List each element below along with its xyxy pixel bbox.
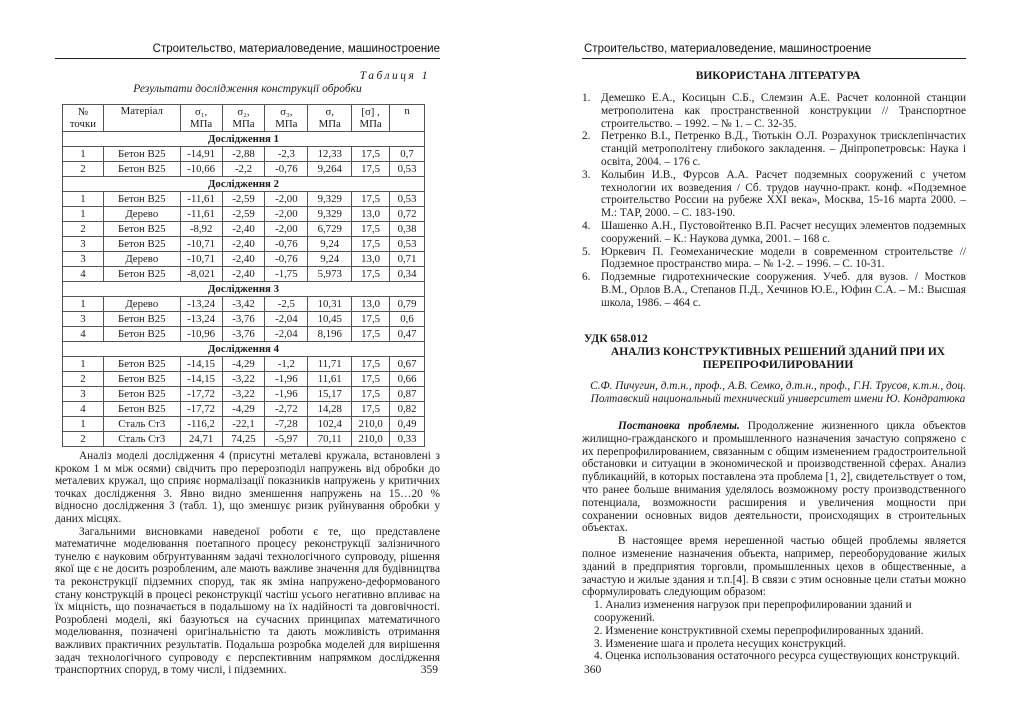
table-cell: 13,0 — [352, 252, 390, 267]
table-cell: -2,40 — [222, 237, 265, 252]
table-cell: 0,79 — [390, 297, 425, 312]
table-row — [63, 147, 425, 162]
table-cell: 0,47 — [390, 327, 425, 342]
table-cell: -0,76 — [265, 162, 308, 177]
table-cell: -10,66 — [180, 162, 222, 177]
table-cell: -1,96 — [265, 387, 308, 402]
table-cell: -17,72 — [180, 402, 222, 417]
table-cell: 1 — [63, 357, 104, 372]
table-cell: -10,71 — [180, 237, 222, 252]
table-cell: -2,72 — [265, 402, 308, 417]
table-cell: -5,97 — [265, 432, 308, 447]
table-cell: Бетон В25 — [103, 327, 180, 342]
table-cell: -2,00 — [265, 207, 308, 222]
table-cell: 5,973 — [308, 267, 352, 282]
table-cell: 17,5 — [352, 192, 390, 207]
table-cell: Дерево — [103, 252, 180, 267]
table-cell: 3 — [63, 252, 104, 267]
results-table — [62, 104, 425, 447]
col-header-sigma3: σ₃, МПа — [265, 105, 308, 132]
table-cell: -2,04 — [265, 312, 308, 327]
reference-item: 5. Юркевич П. Геомеханические модели в современном строительстве // Подземное пространство мира. – № 1-2. – 1996. – С. 10-31. — [582, 245, 966, 271]
table-cell: 3 — [63, 312, 104, 327]
page-number: 360 — [584, 664, 602, 676]
table-body — [63, 132, 425, 447]
table-cell: -3,76 — [222, 312, 265, 327]
table-row — [63, 267, 425, 282]
table-cell: Бетон В25 — [103, 222, 180, 237]
table-cell: 2 — [63, 222, 104, 237]
table-cell: 2 — [63, 432, 104, 447]
table-cell: 12,33 — [308, 147, 352, 162]
table-cell: -2,00 — [265, 192, 308, 207]
table-cell: -2,88 — [222, 147, 265, 162]
table-row — [63, 207, 425, 222]
table-cell: Дерево — [103, 207, 180, 222]
page-number: 359 — [420, 664, 438, 676]
table-cell: 1 — [63, 207, 104, 222]
table-cell: 24,71 — [180, 432, 222, 447]
table-cell: -2,40 — [222, 252, 265, 267]
udc-code: УДК 658.012 — [584, 333, 648, 345]
table-cell: -11,61 — [180, 192, 222, 207]
goal-item: 1. Анализ изменения нагрузок при перепрофилировании зданий и сооружений. — [594, 599, 912, 624]
table-cell: 0,6 — [390, 312, 425, 327]
goals-list — [582, 599, 966, 663]
references-list — [582, 92, 966, 310]
table-cell: 17,5 — [352, 147, 390, 162]
table-cell: -3,76 — [222, 327, 265, 342]
table-cell: 74,25 — [222, 432, 265, 447]
col-header-material: Матеріал — [103, 105, 180, 132]
table-cell: 3 — [63, 387, 104, 402]
section-title: Дослідження 4 — [63, 342, 425, 357]
table-cell: 70,11 — [308, 432, 352, 447]
table-cell: -1,75 — [265, 267, 308, 282]
table-cell: 0,33 — [390, 432, 425, 447]
table-cell: 17,5 — [352, 222, 390, 237]
table-cell: -2,00 — [265, 222, 308, 237]
table-row — [63, 327, 425, 342]
col-header-n: n — [390, 105, 425, 132]
table-cell: 4 — [63, 267, 104, 282]
table-cell: -22,1 — [222, 417, 265, 432]
table-row — [63, 192, 425, 207]
section-row — [63, 342, 425, 357]
table-cell: 9,24 — [308, 237, 352, 252]
col-header-allowable: [σ] , МПа — [352, 105, 390, 132]
table-cell: Бетон В25 — [103, 312, 180, 327]
table-cell: 0,87 — [390, 387, 425, 402]
table-cell: -2,59 — [222, 192, 265, 207]
table-cell: 4 — [63, 402, 104, 417]
table-cell: Сталь Ст3 — [103, 432, 180, 447]
table-cell: 17,5 — [352, 327, 390, 342]
right-page — [582, 0, 974, 724]
table-cell: -13,24 — [180, 297, 222, 312]
paragraph: Аналіз моделі дослідження 4 (присутні металеві кружала, встановлені з кроком 1 м між осями) свідчить про перерозподіл напружень від обробки до металевих кружал, що сприяє нормалізації показників напружень у критичних точках дослідження 3. Явно видно зменшення напружень на 15…20 % відносно дослідження 3 (табл. 1), що зменшує ризик руйнування обробки у даних місцях. — [55, 450, 440, 525]
table-cell: 9,264 — [308, 162, 352, 177]
table-cell: -3,22 — [222, 372, 265, 387]
table-cell: 15,17 — [308, 387, 352, 402]
section-row — [63, 132, 425, 147]
header-rule — [55, 58, 440, 59]
table-cell: 4 — [63, 327, 104, 342]
section-title: Дослідження 3 — [63, 282, 425, 297]
table-cell: -14,91 — [180, 147, 222, 162]
table-cell: 0,53 — [390, 162, 425, 177]
col-header-sigma1: σ₁, МПа — [180, 105, 222, 132]
table-cell: 0,67 — [390, 357, 425, 372]
table-cell: -10,96 — [180, 327, 222, 342]
table-cell: -2,5 — [265, 297, 308, 312]
authors-block — [582, 380, 974, 406]
goal-item: 2. Изменение конструктивной схемы перепрофилированных зданий. — [594, 624, 924, 637]
table-cell: 10,31 — [308, 297, 352, 312]
table-cell: 0,38 — [390, 222, 425, 237]
table-cell: 1 — [63, 192, 104, 207]
table-cell: 13,0 — [352, 207, 390, 222]
left-page — [55, 0, 440, 724]
table-cell: 9,329 — [308, 192, 352, 207]
section-title: Дослідження 2 — [63, 177, 425, 192]
section-row — [63, 177, 425, 192]
article-title: АНАЛИЗ КОНСТРУКТИВНЫХ РЕШЕНИЙ ЗДАНИЙ ПРИ ИХ ПЕРЕПРОФИЛИРОВАНИИ — [610, 346, 946, 371]
reference-item: 4. Шашенко А.Н., Пустовойтенко В.П. Расчет несущих элементов подземных сооружений. – К.: Наукова думка, 2001. – 168 с. — [582, 219, 966, 245]
col-header-point: № точки — [63, 105, 104, 132]
reference-item: 2. Петренко В.І., Петренко В.Д., Тютькін О.Л. Розрахунок трисклепінчастих станцій метрополітену глибокого закладення. – Дніпропетровськ: Наука і освіта, 2004. – 176 с. — [582, 130, 966, 168]
table-row — [63, 312, 425, 327]
table-cell: 2 — [63, 162, 104, 177]
table-row — [63, 222, 425, 237]
table-cell: Бетон В25 — [103, 402, 180, 417]
table-cell: 17,5 — [352, 162, 390, 177]
table-cell: 0,49 — [390, 417, 425, 432]
table-cell: 17,5 — [352, 372, 390, 387]
col-header-sigma2: σ₂, МПа — [222, 105, 265, 132]
table-cell: 2 — [63, 372, 104, 387]
table-cell: 9,329 — [308, 207, 352, 222]
running-head: Строительство, материаловедение, машиностроение — [152, 43, 440, 55]
paragraph: В настоящее время нерешенной частью общей проблемы является полное изменение назначения объекта, например, переоборудование жилых зданий в предприятия торговли, промышленных цехов в общественные, а зачастую и жилые здания и т.п.[4]. В связи с этим основные цели статьи можно сформулировать следующим образом: — [582, 535, 966, 599]
table-cell: 210,0 — [352, 432, 390, 447]
table-row — [63, 387, 425, 402]
table-cell: -1,2 — [265, 357, 308, 372]
table-cell: 0,53 — [390, 237, 425, 252]
table-cell: 0,66 — [390, 372, 425, 387]
table-row — [63, 432, 425, 447]
section-title: Дослідження 1 — [63, 132, 425, 147]
table-cell: -2,59 — [222, 207, 265, 222]
goal-item: 3. Изменение шага и пролета несущих конструкций. — [594, 637, 847, 650]
table-cell: 11,61 — [308, 372, 352, 387]
authors: С.Ф. Пичугин, д.т.н., проф., А.В. Семко, д.т.н., проф., Г.Н. Трусов, к.т.н., доц. — [590, 380, 966, 392]
table-row — [63, 237, 425, 252]
table-cell: -2,3 — [265, 147, 308, 162]
table-cell: Бетон В25 — [103, 147, 180, 162]
table-cell: 0,82 — [390, 402, 425, 417]
table-cell: 0,7 — [390, 147, 425, 162]
table-cell: 0,34 — [390, 267, 425, 282]
table-cell: 102,4 — [308, 417, 352, 432]
table-cell: 10,45 — [308, 312, 352, 327]
affiliation: Полтавский национальный технический университет имени Ю. Кондратюка — [590, 393, 966, 405]
table-cell: -4,29 — [222, 357, 265, 372]
table-cell: -10,71 — [180, 252, 222, 267]
table-cell: 1 — [63, 297, 104, 312]
table-cell: 3 — [63, 237, 104, 252]
running-head: Строительство, материаловедение, машиностроение — [584, 43, 872, 55]
table-cell: -2,40 — [222, 267, 265, 282]
table-cell: 17,5 — [352, 402, 390, 417]
goal-item: 4. Оценка использования остаточного ресурса существующих конструкций. — [594, 650, 960, 663]
table-cell: -14,15 — [180, 372, 222, 387]
table-row — [63, 357, 425, 372]
table-cell: Бетон В25 — [103, 162, 180, 177]
table-cell: -1,96 — [265, 372, 308, 387]
table-cell: -3,22 — [222, 387, 265, 402]
table-cell: -17,72 — [180, 387, 222, 402]
table-cell: 0,72 — [390, 207, 425, 222]
table-cell: 14,28 — [308, 402, 352, 417]
table-cell: 13,0 — [352, 297, 390, 312]
table-caption: Результати дослідження конструкції обробки — [133, 83, 362, 95]
table-cell: -14,15 — [180, 357, 222, 372]
table-cell: -11,61 — [180, 207, 222, 222]
table-cell: -8,021 — [180, 267, 222, 282]
table-cell: Бетон В25 — [103, 237, 180, 252]
table-cell: -3,42 — [222, 297, 265, 312]
table-cell: 17,5 — [352, 357, 390, 372]
table-label: Таблиця 1 — [359, 70, 430, 82]
table-cell: -13,24 — [180, 312, 222, 327]
table-cell: 1 — [63, 417, 104, 432]
lead-phrase: Постановка проблемы. — [618, 420, 740, 432]
body-text — [55, 450, 440, 677]
table-cell: 17,5 — [352, 387, 390, 402]
table-row — [63, 252, 425, 267]
table-cell: 17,5 — [352, 312, 390, 327]
table-cell: 8,196 — [308, 327, 352, 342]
table-row — [63, 417, 425, 432]
table-row — [63, 402, 425, 417]
table-cell: -2,04 — [265, 327, 308, 342]
table-cell: -4,29 — [222, 402, 265, 417]
table-cell: 17,5 — [352, 267, 390, 282]
table-cell: -8,92 — [180, 222, 222, 237]
table-cell: Дерево — [103, 297, 180, 312]
table-cell: 11,71 — [308, 357, 352, 372]
table-cell: -116,2 — [180, 417, 222, 432]
table-cell: -7,28 — [265, 417, 308, 432]
table-cell: Бетон В25 — [103, 387, 180, 402]
table-cell: Сталь Ст3 — [103, 417, 180, 432]
table-cell: Бетон В25 — [103, 372, 180, 387]
reference-item: 1. Демешко Е.А., Косицын С.Б., Слемзин А.Е. Расчет колонной станции метрополитена как пространственной конструкции // Транспортное строительство. – 1992. – № 1. – С. 32-35. — [582, 92, 966, 130]
table-row — [63, 372, 425, 387]
paragraph: Загальними висновками наведеної роботи є те, що представлене математичне моделювання поетапного процесу реконструкції залізничного тунелю є науковим обґрунтуванням задачі технологічного супроводу, рішення якої ще є не досить розробленим, але мають важливе значення для будівництва та реконструкції підземних споруд, так як зміна напружено-деформованого стану конструкцій в процесі реконструкції частіш усього негативно впливає на їх міцність, що позначається в подальшому на їх надійності та довговічності. Розроблені моделі, які базуються на сучасних принципах математичного моделювання, позначені оригінальністю та дають можливість отримання важливих практичних результатів. Подальша розробка моделей для вирішення задач технологічного супроводу є перспективним напрямком дослідження транспортних споруд, в тому числі, і підземних. — [55, 525, 440, 677]
reference-item: 3. Колыбин И.В., Фурсов А.А. Расчет подземных сооружений с учетом технологии их возведения / Сб. трудов научно-практ. конф. «Подземное строительство России на рубеже XXI века», Москва, 15-16 марта 2000. – М.: ТАР, 2000. – С. 183-190. — [582, 168, 966, 220]
table-cell: 0,71 — [390, 252, 425, 267]
section-row — [63, 282, 425, 297]
table-row — [63, 162, 425, 177]
table-cell: 17,5 — [352, 237, 390, 252]
table-cell: Бетон В25 — [103, 267, 180, 282]
table-row — [63, 297, 425, 312]
table-cell: 9,24 — [308, 252, 352, 267]
table-cell: Бетон В25 — [103, 357, 180, 372]
table-cell: -0,76 — [265, 237, 308, 252]
references-title: ВИКОРИСТАНА ЛІТЕРАТУРА — [695, 70, 861, 82]
table-cell: -0,76 — [265, 252, 308, 267]
paragraph: Постановка проблемы. Продолжение жизненного цикла объектов жилищно-гражданского и промышленного назначения зачастую сопряжено с их перепрофилированием, связанным с общим изменением градостроительной обстановки и ситуации в экономической и производственной сферах. Анализ публикацийй, в которых поставлена эта проблема [1, 2], свидетельствует о том, что ранее больше внимания уделялось возможному росту производственного потенциала, возможности расширения и увеличения мощности при сохранении основных видов деятельности, происходящих в строительных объектах. — [582, 420, 966, 535]
article-body — [582, 420, 966, 663]
table-header-row — [63, 105, 425, 132]
table-cell: 1 — [63, 147, 104, 162]
table-cell: Бетон В25 — [103, 192, 180, 207]
table-cell: 6,729 — [308, 222, 352, 237]
table-cell: 0,53 — [390, 192, 425, 207]
col-header-sigma: σ, МПа — [308, 105, 352, 132]
reference-item: 6. Подземные гидротехнические сооружения. Учеб. для вузов. / Мостков В.М., Орлов В.А., Степанов П.Д., Хечинов Ю.Е., Юфин С.А. – М.: Высшая школа, 1986. – 464 с. — [582, 271, 966, 309]
table-cell: -2,2 — [222, 162, 265, 177]
table-cell: -2,40 — [222, 222, 265, 237]
header-rule — [582, 58, 966, 59]
table-cell: 210,0 — [352, 417, 390, 432]
